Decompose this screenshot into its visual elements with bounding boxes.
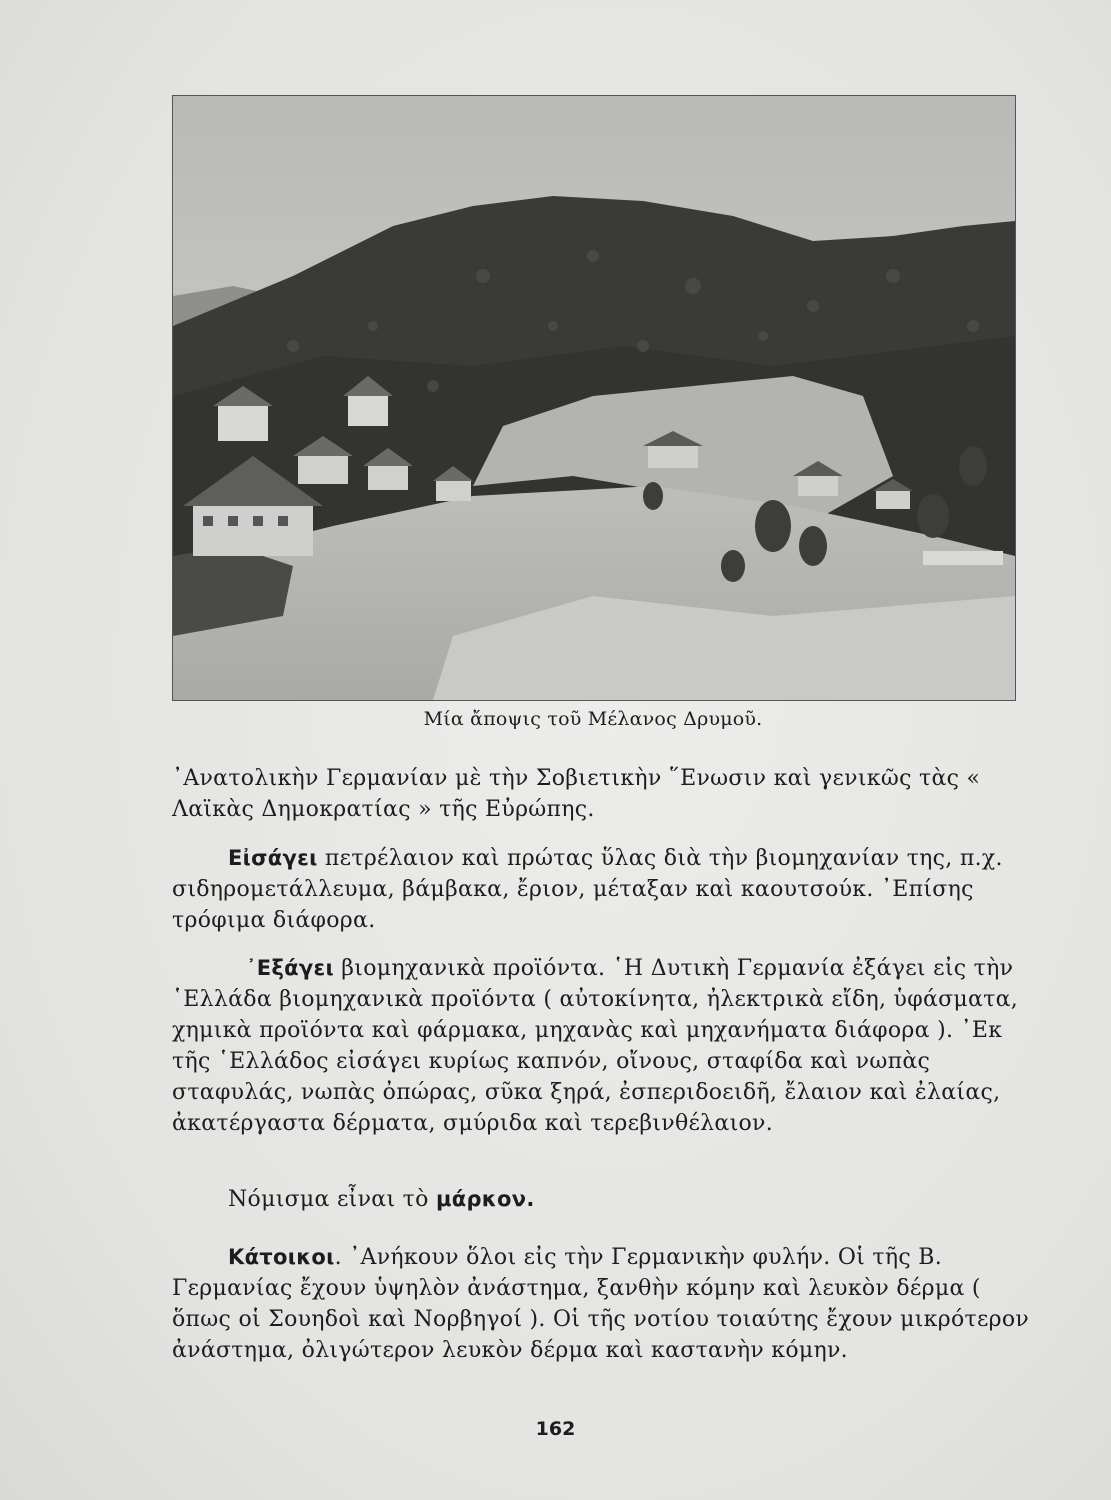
exports-text: βιομηχανικὰ προϊόντα. ῾Η Δυτικὴ Γερμανία ἐξάγει εἰς τὴν ῾Ελλάδα βιομηχανικὰ προϊόντα ( αὐτοκίνητα, ἠλεκτρικὰ εἴδη, ὑφάσματα, χημικὰ προϊόντα καὶ φάρμακα, μηχανὰς καὶ μηχανήματα διάφορα ). ᾿Εκ τῆς ῾Ελλάδος εἰσάγει κυρίως καπνόν, οἴνους, σταφίδα καὶ νωπὰς σταφυλάς, νωπὰς ὀπώρας, σῦκα ξηρά, ἐσπεριδοειδῆ, ἔλαιον καὶ ἐλαίας, ἀκατέργαστα δέρματα, σμύριδα καὶ τερεβινθέλαιον. [172, 956, 1019, 1136]
currency-end: . [526, 1187, 535, 1211]
inhabitants-heading: Κάτοικοι [228, 1245, 335, 1269]
imports-heading: Εἰσάγει [228, 846, 318, 870]
inhabitants-text: . ᾿Ανήκουν ὅλοι εἰς τὴν Γερμανικὴν φυλήν. Οἱ τῆς Β. Γερμανίας ἔχουν ὑψηλὸν ἀνάστημα, ξανθὴν κόμην καὶ λευκὸν δέρμα ( ὅπως οἱ Σουηδοὶ καὶ Νορβηγοί ). Οἱ τῆς νοτίου τοιαύτης ἔχουν μικρότερον ἀνάστημα, ὀλιγώτερον λευκὸν δέρμα καὶ καστανὴν κόμην. [172, 1245, 1030, 1363]
paragraph-exports [172, 953, 1040, 1139]
paragraph-east-germany [172, 763, 1040, 825]
paragraph-currency [172, 1184, 1040, 1215]
paragraph-imports [172, 843, 1040, 936]
imports-text: πετρέλαιον καὶ πρώτας ὕλας διὰ τὴν βιομηχανίαν της, π.χ. σιδηρομετάλλευμα, βάμβακα, ἔριον, μέταξαν καὶ καουτσούκ. ᾿Επίσης τρόφιμα διάφορα. [172, 846, 1003, 933]
page-number: 162 [535, 1418, 576, 1440]
paragraph-inhabitants [172, 1242, 1040, 1366]
currency-name: μάρκον [435, 1187, 527, 1211]
currency-text: Νόμισμα εἶναι τὸ [228, 1187, 436, 1212]
black-forest-photo [172, 95, 1016, 701]
paragraph-text: ᾿Ανατολικὴν Γερμανίαν μὲ τὴν Σοβιετικὴν ῞Ενωσιν καὶ γενικῶς τὰς « Λαϊκὰς Δημοκρατίας » τῆς Εὐρώπης. [172, 766, 981, 822]
exports-heading: ᾿Εξάγει [246, 956, 334, 980]
photo-caption: Μία ἄποψις τοῦ Μέλανος Δρυμοῦ. [423, 708, 763, 730]
